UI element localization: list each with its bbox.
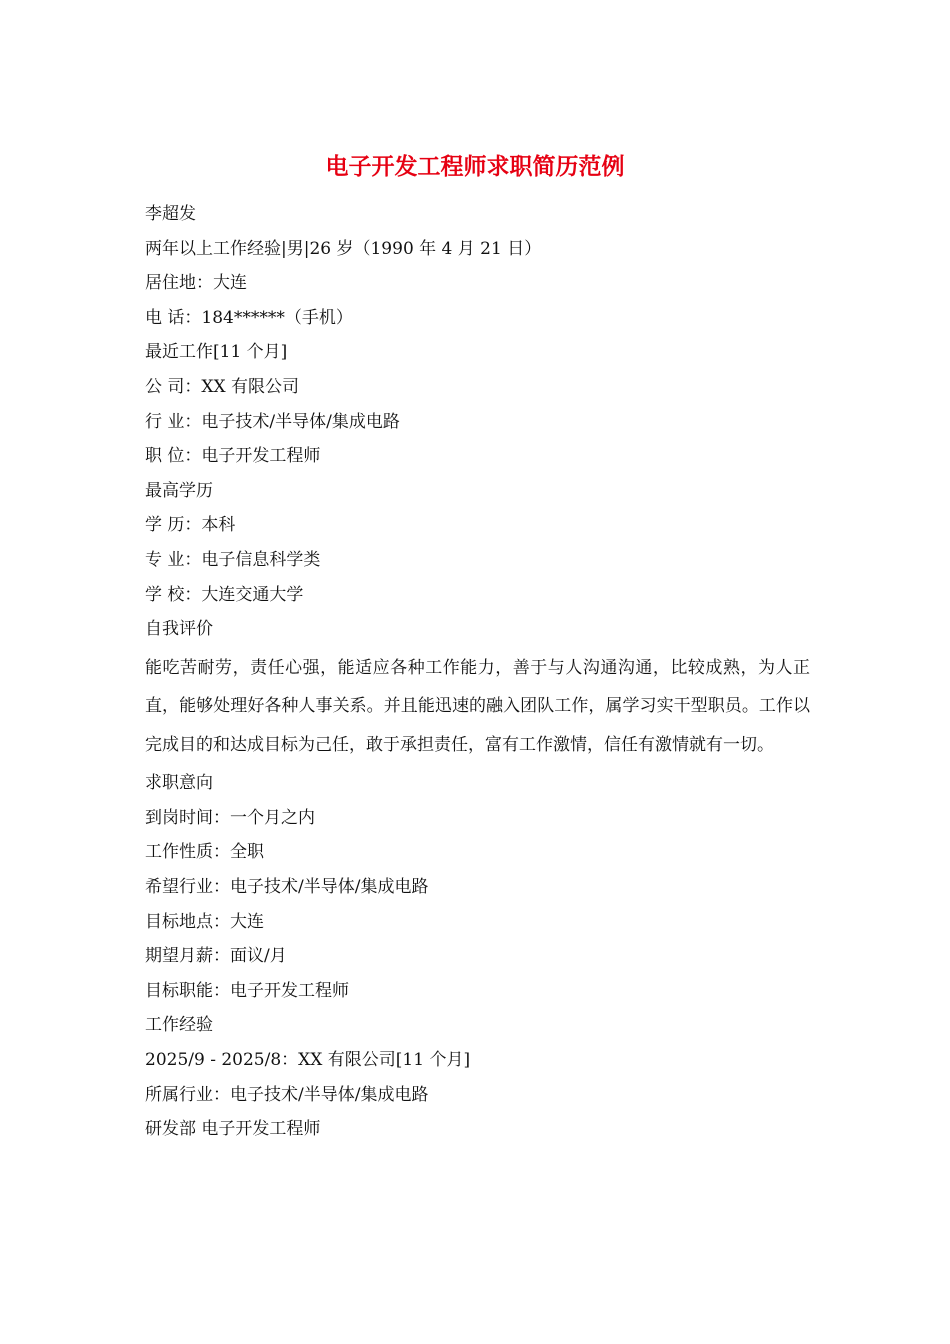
industry: 行 业：电子技术/半导体/集成电路 [145, 411, 400, 432]
desired-industry: 希望行业：电子技术/半导体/集成电路 [145, 877, 429, 897]
phone: 电 话：184******（手机） [145, 307, 353, 328]
section-job-intention: 求职意向 [145, 773, 213, 794]
section-recent-work: 最近工作[11 个月] [145, 342, 288, 363]
work-period: 2025/9 - 2025/8：XX 有限公司[11 个月] [145, 1049, 471, 1070]
degree: 学 历：本科 [145, 515, 236, 536]
target-function: 目标职能：电子开发工程师 [145, 980, 349, 1001]
target-location: 目标地点：大连 [145, 911, 264, 932]
section-self-evaluation: 自我评价 [145, 619, 213, 640]
job-type: 工作性质：全职 [145, 842, 264, 863]
section-education: 最高学历 [145, 480, 213, 501]
availability: 到岗时间：一个月之内 [145, 807, 315, 828]
position: 职 位：电子开发工程师 [145, 446, 321, 467]
section-work-experience: 工作经验 [145, 1015, 213, 1036]
candidate-summary: 两年以上工作经验|男|26 岁（1990 年 4 月 21 日） [145, 238, 542, 259]
page-title: 电子开发工程师求职简历范例 [325, 154, 625, 180]
work-department-role: 研发部 电子开发工程师 [145, 1119, 321, 1140]
self-evaluation-text: 能吃苦耐劳，责任心强，能适应各种工作能力，善于与人沟通沟通，比较成熟，为人正直，能够处理好各种人事关系。并且能迅速的融入团队工作，属学习实干型职员。工作以完成目的和达成目标为己任，敢于承担责任，富有工作激情，信任有激情就有一切。 [145, 657, 810, 755]
residence: 居住地：大连 [145, 273, 247, 294]
major: 专 业：电子信息科学类 [145, 549, 321, 570]
expected-salary: 期望月薪：面议/月 [145, 946, 287, 967]
resume-content [145, 197, 810, 1147]
work-industry: 所属行业：电子技术/半导体/集成电路 [145, 1084, 429, 1105]
company: 公 司：XX 有限公司 [145, 376, 300, 397]
school: 学 校：大连交通大学 [145, 584, 304, 605]
candidate-name: 李超发 [145, 204, 196, 224]
